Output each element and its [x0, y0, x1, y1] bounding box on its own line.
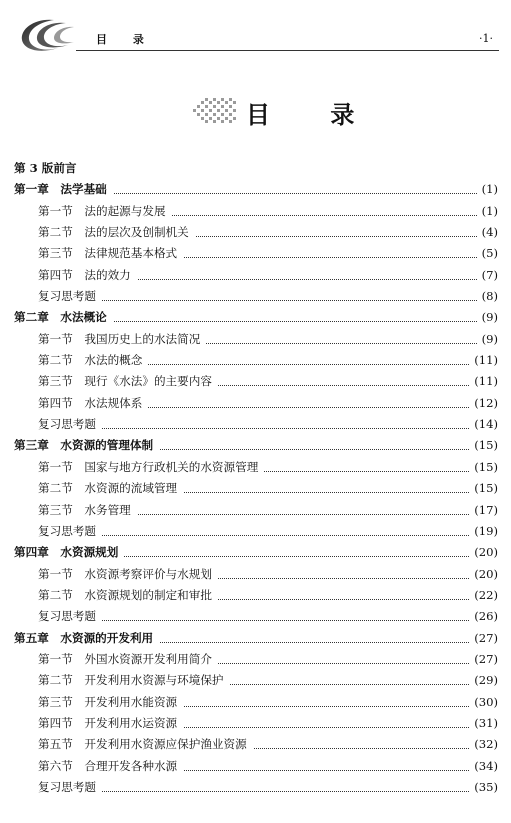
toc-section-entry[interactable]: [0, 329, 511, 350]
toc-section-entry[interactable]: [0, 777, 511, 798]
toc-entry-label: 第五章 水资源的开发利用: [14, 628, 159, 649]
toc-chapter-entry[interactable]: [0, 435, 511, 456]
toc-entry-label: 复习思考题: [38, 286, 102, 307]
toc-entry-page: (14): [470, 414, 498, 435]
toc-section-entry[interactable]: [0, 500, 511, 521]
toc-title-block: [0, 95, 511, 129]
toc-entry-label: 第一节 我国历史上的水法简况: [38, 329, 206, 350]
toc-section-entry[interactable]: [0, 478, 511, 499]
header-rule: [76, 50, 499, 51]
toc-entry-label: 第四章 水资源规划: [14, 542, 124, 563]
toc-entry-label: 第一章 法学基础: [14, 179, 113, 200]
toc-chapter-entry[interactable]: [0, 179, 511, 200]
toc-entry-page: (5): [478, 243, 498, 264]
toc-entry-page: (31): [470, 713, 498, 734]
toc-section-entry[interactable]: [0, 692, 511, 713]
toc-section-entry[interactable]: [0, 649, 511, 670]
dot-leader: [60, 193, 485, 194]
toc-section-entry[interactable]: [0, 670, 511, 691]
toc-section-entry[interactable]: [0, 265, 511, 286]
dot-leader: [60, 321, 485, 322]
toc-section-entry[interactable]: [0, 286, 511, 307]
dot-leader: [60, 791, 485, 792]
toc-section-entry[interactable]: [0, 606, 511, 627]
toc-entry-page: (15): [470, 435, 498, 456]
toc-entry-label: 复习思考题: [38, 777, 102, 798]
toc-entry-page: (30): [470, 692, 498, 713]
toc-entry-label: 第一节 水资源考察评价与水规划: [38, 564, 218, 585]
toc-entry-page: (9): [478, 329, 498, 350]
toc-entry-page: (32): [470, 734, 498, 755]
toc-entry-page: (15): [470, 457, 498, 478]
toc-section-entry[interactable]: [0, 201, 511, 222]
toc-entry-page: (26): [470, 606, 498, 627]
toc-entry-label: 第二节 水资源的流域管理: [38, 478, 183, 499]
toc-entry-label: 复习思考题: [38, 606, 102, 627]
table-of-contents: [0, 158, 511, 798]
toc-entry-page: (17): [470, 500, 498, 521]
page-number: ·1·: [479, 32, 493, 45]
toc-entry-page: (7): [478, 265, 498, 286]
toc-entry-label: 第一节 法的起源与发展: [38, 201, 172, 222]
toc-chapter-entry[interactable]: [0, 307, 511, 328]
dot-pattern-icon: [193, 98, 241, 124]
toc-entry-page: (1): [478, 201, 498, 222]
toc-entry-label: 第二节 水法的概念: [38, 350, 148, 371]
toc-entry-label: 第三节 现行《水法》的主要内容: [38, 371, 218, 392]
toc-section-entry[interactable]: [0, 393, 511, 414]
toc-entry-label: 第二章 水法概论: [14, 307, 113, 328]
toc-section-entry[interactable]: [0, 243, 511, 264]
toc-section-entry[interactable]: [0, 222, 511, 243]
dot-leader: [60, 300, 485, 301]
dot-leader: [60, 620, 485, 621]
toc-entry-page: (29): [470, 670, 498, 691]
toc-entry-page: (34): [470, 756, 498, 777]
toc-entry-label: 第 3 版前言: [14, 158, 83, 179]
toc-entry-page: (9): [478, 307, 498, 328]
toc-entry-label: 第三节 开发利用水能资源: [38, 692, 183, 713]
toc-entry-label: 第二节 开发利用水资源与环境保护: [38, 670, 230, 691]
toc-section-entry[interactable]: [0, 734, 511, 755]
toc-entry-label: 第二节 水资源规划的制定和审批: [38, 585, 218, 606]
publisher-logo-icon: [14, 14, 76, 56]
toc-entry-label: 第三章 水资源的管理体制: [14, 435, 159, 456]
toc-entry-label: 第一节 外国水资源开发利用简介: [38, 649, 218, 670]
page-header: [0, 0, 511, 56]
toc-entry-label: 第四节 法的效力: [38, 265, 137, 286]
toc-entry-page: (8): [478, 286, 498, 307]
toc-entry-page: (27): [470, 628, 498, 649]
toc-entry-page: (19): [470, 521, 498, 542]
page-title: 目 录: [246, 100, 381, 129]
toc-entry-page: (4): [478, 222, 498, 243]
toc-entry-page: (1): [478, 179, 498, 200]
toc-entry-page: (11): [470, 350, 498, 371]
toc-entry-label: 第四节 开发利用水运资源: [38, 713, 183, 734]
toc-entry-label: 第一节 国家与地方行政机关的水资源管理: [38, 457, 264, 478]
toc-section-entry[interactable]: [0, 564, 511, 585]
toc-entry-label: 第三节 法律规范基本格式: [38, 243, 183, 264]
toc-section-entry[interactable]: [0, 756, 511, 777]
toc-section-entry[interactable]: [0, 585, 511, 606]
dot-leader: [60, 428, 485, 429]
toc-section-entry[interactable]: [0, 457, 511, 478]
toc-entry-label: 第三节 水务管理: [38, 500, 137, 521]
toc-entry-page: (20): [470, 564, 498, 585]
toc-entry-label: 复习思考题: [38, 414, 102, 435]
running-header-title: 目 录: [96, 33, 155, 46]
toc-entry-label: 第二节 法的层次及创制机关: [38, 222, 195, 243]
toc-section-entry[interactable]: [0, 371, 511, 392]
toc-entry-page: (22): [470, 585, 498, 606]
toc-entry-page: (20): [470, 542, 498, 563]
toc-section-entry[interactable]: [0, 713, 511, 734]
toc-section-entry[interactable]: [0, 521, 511, 542]
toc-entry-page: (27): [470, 649, 498, 670]
dot-leader: [60, 535, 485, 536]
toc-section-entry[interactable]: [0, 414, 511, 435]
toc-preface-entry[interactable]: [0, 158, 511, 179]
toc-entry-label: 第六节 合理开发各种水源: [38, 756, 183, 777]
toc-entry-label: 复习思考题: [38, 521, 102, 542]
toc-entry-label: 第五节 开发利用水资源应保护渔业资源: [38, 734, 253, 755]
toc-entry-page: (12): [470, 393, 498, 414]
toc-chapter-entry[interactable]: [0, 628, 511, 649]
toc-section-entry[interactable]: [0, 350, 511, 371]
toc-chapter-entry[interactable]: [0, 542, 511, 563]
toc-entry-page: (15): [470, 478, 498, 499]
toc-entry-label: 第四节 水法规体系: [38, 393, 148, 414]
toc-entry-page: (11): [470, 371, 498, 392]
toc-entry-page: (35): [470, 777, 498, 798]
